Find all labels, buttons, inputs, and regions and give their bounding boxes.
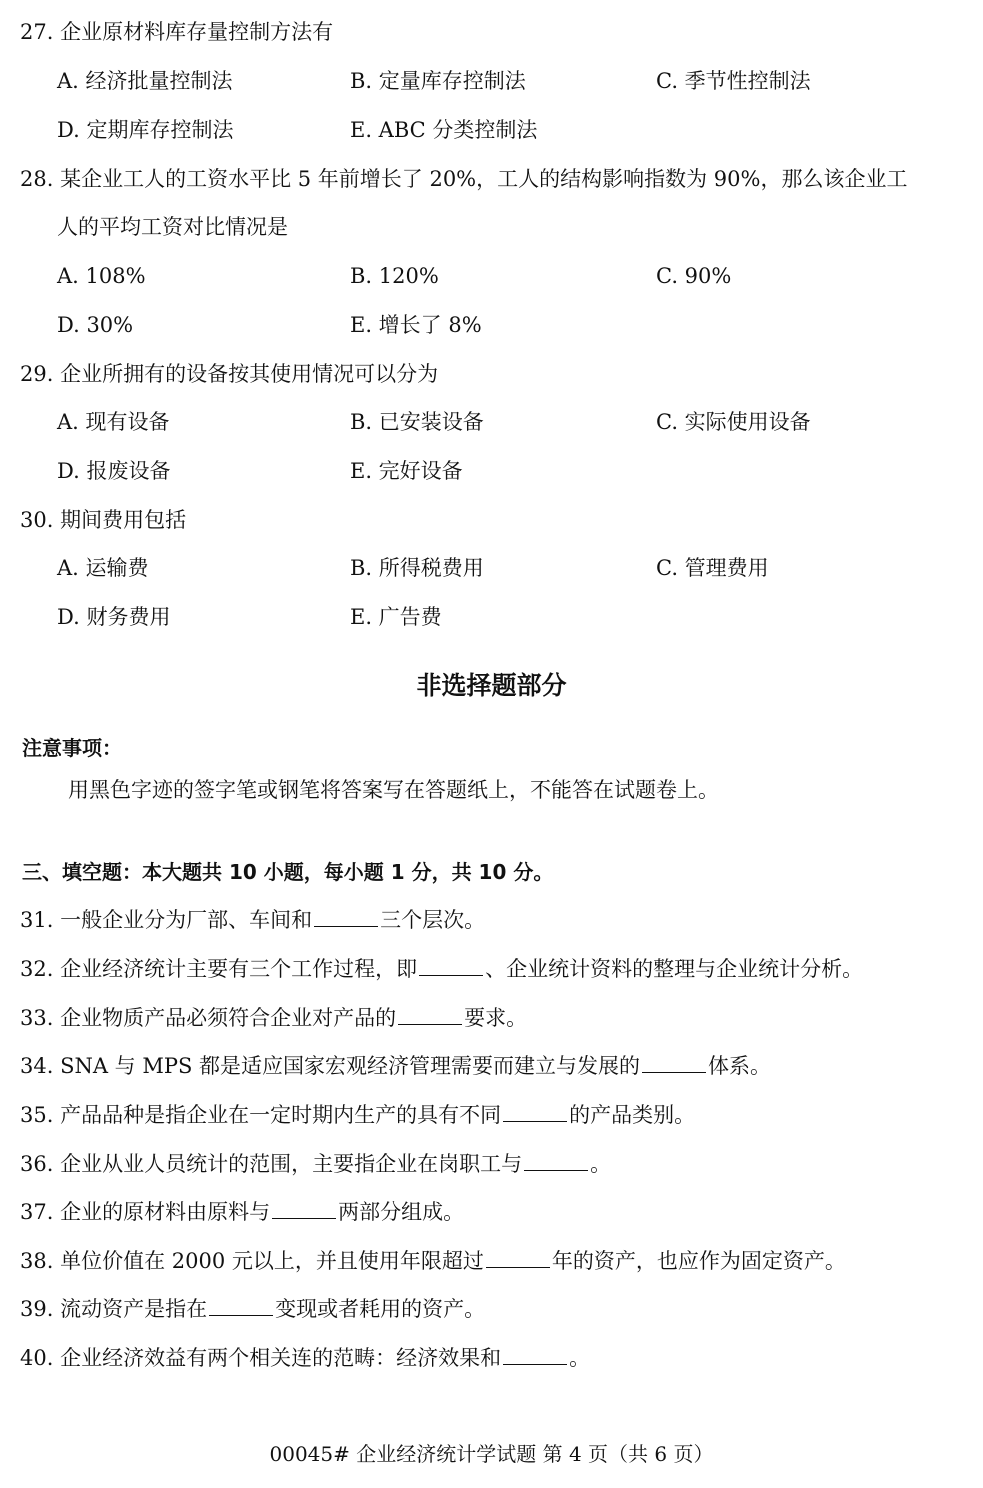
- notice-text: 用黑色字迹的签字笔或钢笔将答案写在答题纸上，不能答在试题卷上。: [68, 778, 719, 802]
- page-footer: 00045# 企业经济统计学试题 第 4 页（共 6 页）: [269, 1442, 714, 1466]
- q27-option-d: D. 定期库存控制法: [57, 118, 234, 142]
- question-text-after: 体系。: [708, 1054, 772, 1078]
- fill-question: [20, 1295, 485, 1323]
- fill-question: [20, 955, 863, 983]
- fill-question: [20, 1198, 464, 1226]
- answer-blank: [398, 1004, 462, 1025]
- q27-option-c: C. 季节性控制法: [656, 69, 811, 93]
- question-text-after: 的产品类别。: [569, 1103, 696, 1127]
- q29-option-e: E. 完好设备: [350, 459, 463, 483]
- fill-question: [20, 1101, 695, 1129]
- q29-option-d: D. 报废设备: [57, 459, 171, 483]
- q27-option-b: B. 定量库存控制法: [350, 69, 526, 93]
- question-text: 33. 企业物质产品必须符合企业对产品的: [20, 1006, 397, 1030]
- question-28: 28. 某企业工人的工资水平比 5 年前增长了 20%，工人的结构影响指数为 90%，那么该企业工: [20, 167, 908, 191]
- question-text-after: 变现或者耗用的资产。: [275, 1297, 486, 1321]
- section-title: 非选择题部分: [416, 671, 567, 700]
- q27-option-e: E. ABC 分类控制法: [350, 118, 538, 142]
- question-text: 40. 企业经济效益有两个相关连的范畴：经济效果和: [20, 1346, 502, 1370]
- fill-question: [20, 1150, 611, 1178]
- q27-option-a: A. 经济批量控制法: [57, 69, 233, 93]
- answer-blank: [503, 1344, 567, 1365]
- q30-option-d: D. 财务费用: [57, 605, 171, 629]
- question-30: 30. 期间费用包括: [20, 508, 187, 532]
- question-text-after: 要求。: [464, 1006, 528, 1030]
- q30-option-c: C. 管理费用: [656, 556, 769, 580]
- fill-question: [20, 1344, 590, 1372]
- notice-heading: 注意事项：: [22, 736, 122, 760]
- fill-question: [20, 906, 485, 934]
- q28-option-b: B. 120%: [350, 264, 439, 288]
- question-text: 36. 企业从业人员统计的范围，主要指企业在岗职工与: [20, 1152, 523, 1176]
- question-text-after: 两部分组成。: [338, 1200, 465, 1224]
- question-28-cont: 人的平均工资对比情况是: [57, 215, 288, 239]
- q28-option-a: A. 108%: [57, 264, 146, 288]
- q30-option-e: E. 广告费: [350, 605, 442, 629]
- q29-option-a: A. 现有设备: [57, 410, 170, 434]
- question-text: 31. 一般企业分为厂部、车间和: [20, 908, 313, 932]
- q29-option-b: B. 已安装设备: [350, 410, 484, 434]
- question-27: 27. 企业原材料库存量控制方法有: [20, 20, 334, 44]
- q30-option-b: B. 所得税费用: [350, 556, 484, 580]
- question-text: 39. 流动资产是指在: [20, 1297, 208, 1321]
- question-text-after: 。: [590, 1152, 612, 1176]
- question-text-after: 。: [569, 1346, 591, 1370]
- answer-blank: [272, 1198, 336, 1219]
- answer-blank: [642, 1052, 706, 1073]
- question-text-after: 、企业统计资料的整理与企业统计分析。: [485, 957, 864, 981]
- fill-question: [20, 1004, 527, 1032]
- q28-option-c: C. 90%: [656, 264, 732, 288]
- answer-blank: [314, 906, 378, 927]
- q29-option-c: C. 实际使用设备: [656, 410, 811, 434]
- answer-blank: [503, 1101, 567, 1122]
- question-text: 35. 产品品种是指企业在一定时期内生产的具有不同: [20, 1103, 502, 1127]
- fill-question: [20, 1247, 846, 1275]
- q30-option-a: A. 运输费: [57, 556, 149, 580]
- answer-blank: [209, 1295, 273, 1316]
- question-29: 29. 企业所拥有的设备按其使用情况可以分为: [20, 362, 439, 386]
- fill-question: [20, 1052, 771, 1080]
- q28-option-d: D. 30%: [57, 313, 134, 337]
- question-text: 37. 企业的原材料由原料与: [20, 1200, 271, 1224]
- answer-blank: [419, 955, 483, 976]
- question-text-after: 年的资产，也应作为固定资产。: [551, 1249, 846, 1273]
- question-text: 38. 单位价值在 2000 元以上，并且使用年限超过: [20, 1249, 484, 1273]
- answer-blank: [524, 1150, 588, 1171]
- part3-heading: 三、填空题：本大题共 10 小题，每小题 1 分，共 10 分。: [22, 860, 554, 884]
- q28-option-e: E. 增长了 8%: [350, 313, 482, 337]
- question-text: 32. 企业经济统计主要有三个工作过程，即: [20, 957, 418, 981]
- question-text: 34. SNA 与 MPS 都是适应国家宏观经济管理需要而建立与发展的: [20, 1054, 641, 1078]
- answer-blank: [486, 1247, 550, 1268]
- question-text-after: 三个层次。: [380, 908, 486, 932]
